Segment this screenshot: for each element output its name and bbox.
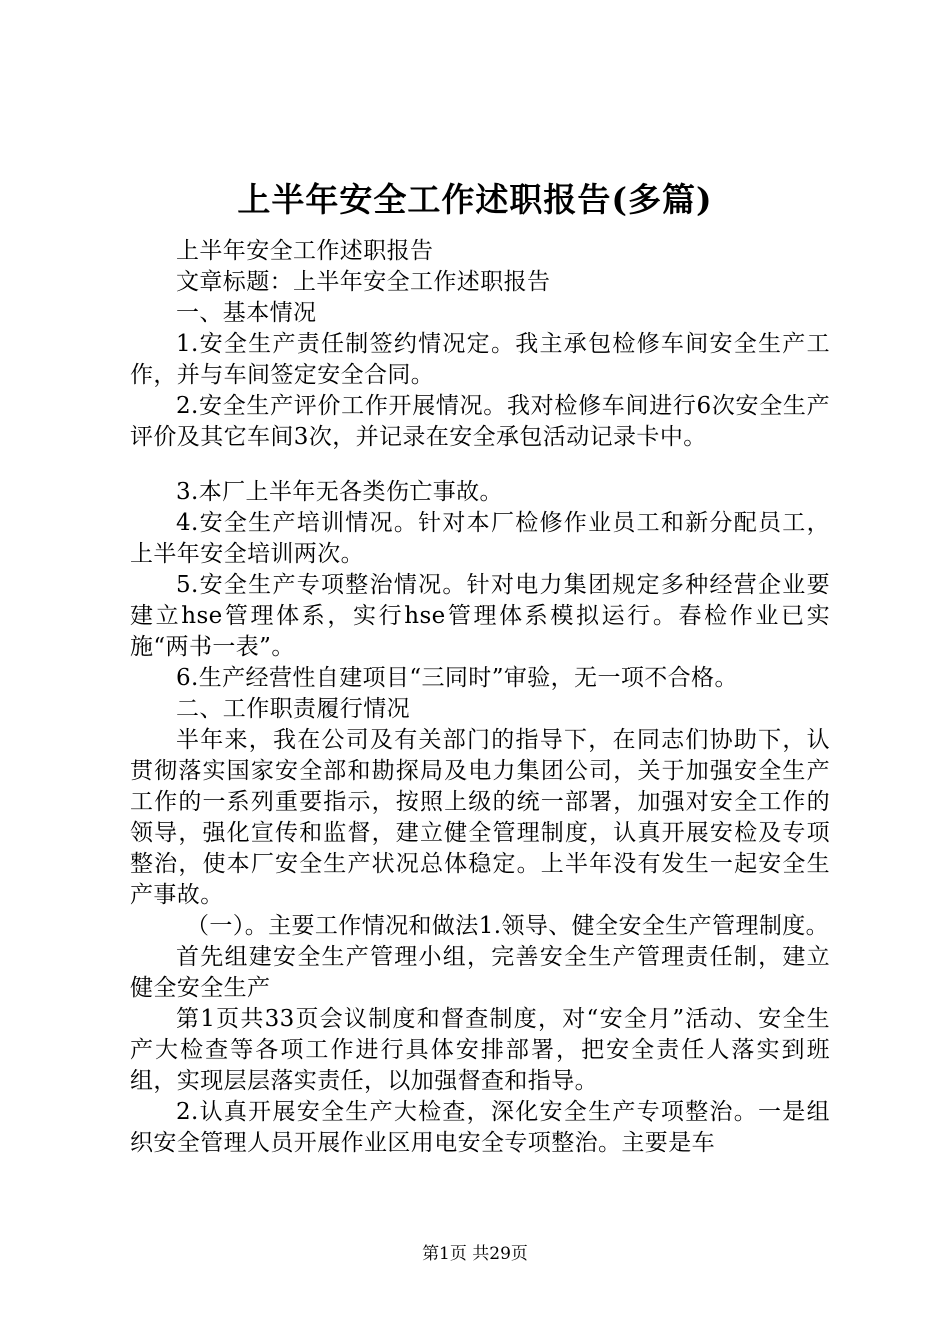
paragraph-main-work: （一）。主要工作情况和做法1.领导、健全安全生产管理制度。 [186, 913, 830, 939]
paragraph-item-3: 3.本厂上半年无各类伤亡事故。 [176, 479, 503, 505]
paragraph-item-2: 2.安全生产评价工作开展情况。我对检修车间进行6次安全生产评价及其它车间3次，并记录在安全承包活动记录卡中。 [130, 393, 830, 450]
section-heading-duties: 二、工作职责履行情况 [176, 696, 410, 722]
paragraph-gap [130, 453, 830, 477]
paragraph-item-1: 1.安全生产责任制签约情况定。我主承包检修车间安全生产工作，并与车间签定安全合同。 [130, 331, 830, 388]
document-body [130, 236, 830, 1159]
section-heading-basic: 一、基本情况 [176, 300, 317, 326]
paragraph-item-5: 5.安全生产专项整治情况。针对电力集团规定多种经营企业要建立hse管理体系，实行hse管理体系模拟运行。春检作业已实施“两书一表”。 [130, 572, 830, 660]
paragraph-article-title: 文章标题：上半年安全工作述职报告 [176, 269, 551, 295]
paragraph-half-year: 半年来，我在公司及有关部门的指导下，在同志们协助下，认贯彻落实国家安全部和勘探局及电力集团公司，关于加强安全生产工作的一系列重要指示，按照上级的统一部署，加强对安全工作的领导，强化宣传和监督，建立健全管理制度，认真开展安检及专项整治，使本厂安全生产状况总体稳定。上半年没有发生一起安全生产事故。 [130, 727, 830, 908]
paragraph-item-4: 4.安全生产培训情况。针对本厂检修作业员工和新分配员工，上半年安全培训两次。 [130, 510, 830, 567]
paragraph-subtitle: 上半年安全工作述职报告 [176, 238, 434, 264]
document-title: 上半年安全工作述职报告(多篇) [237, 180, 713, 219]
paragraph-meeting-system: 第1页共33页会议制度和督查制度，对“安全月”活动、安全生产大检查等各项工作进行具体安排部署，把安全责任人落实到班组，实现层层落实责任，以加强督查和指导。 [130, 1006, 830, 1094]
paragraph-inspection: 2.认真开展安全生产大检查，深化安全生产专项整治。一是组织安全管理人员开展作业区用电安全专项整治。主要是车 [130, 1099, 830, 1156]
paragraph-item-6: 6.生产经营性自建项目“三同时”审验，无一项不合格。 [176, 665, 738, 691]
page-footer: 第1页 共29页 [422, 1244, 528, 1264]
paragraph-management-group: 首先组建安全生产管理小组，完善安全生产管理责任制，建立健全安全生产 [130, 944, 830, 1001]
